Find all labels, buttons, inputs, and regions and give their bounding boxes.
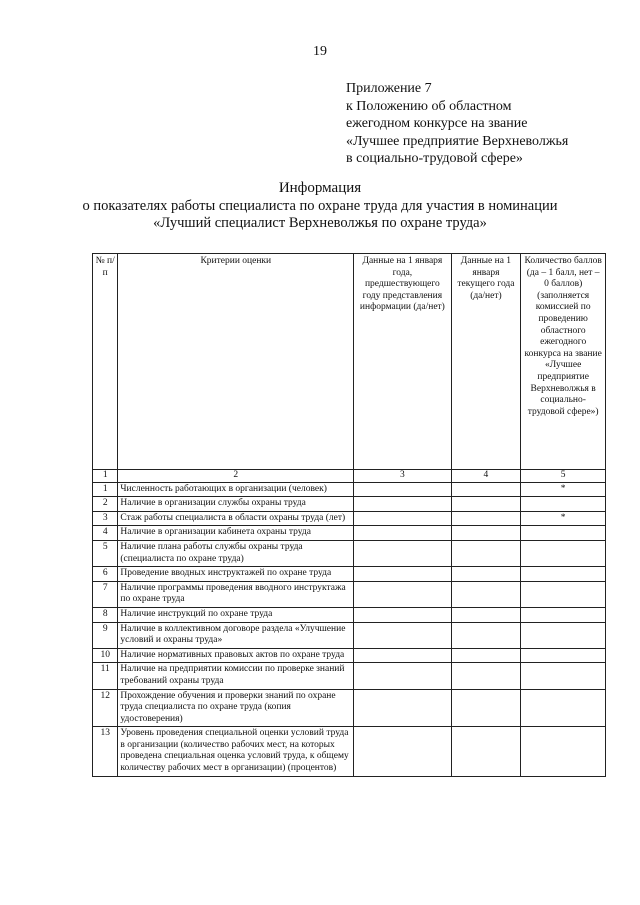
appendix-reference bbox=[346, 80, 626, 168]
row-prev-year-cell[interactable] bbox=[354, 511, 451, 526]
table-row bbox=[93, 689, 606, 727]
row-prev-year-cell[interactable] bbox=[354, 689, 451, 727]
row-points bbox=[521, 567, 606, 582]
column-number: 4 bbox=[451, 470, 521, 483]
row-criteria: Проведение вводных инструктажей по охране труда bbox=[118, 567, 354, 582]
appendix-line: к Положению об областном bbox=[346, 98, 512, 114]
column-number: 2 bbox=[118, 470, 354, 483]
row-num: 3 bbox=[93, 511, 118, 526]
appendix-line: ежегодном конкурсе на звание bbox=[346, 116, 528, 131]
row-criteria: Наличие на предприятии комиссии по проверке знаний требований охраны труда bbox=[118, 663, 354, 689]
row-prev-year-cell[interactable] bbox=[354, 607, 451, 622]
row-prev-year-cell[interactable] bbox=[354, 727, 451, 776]
title-nomination: «Лучший специалист Верхневолжья по охране труда» bbox=[153, 215, 487, 231]
row-num: 8 bbox=[93, 607, 118, 622]
row-criteria: Численность работающих в организации (человек) bbox=[118, 482, 354, 497]
document-title bbox=[0, 180, 640, 232]
row-num: 13 bbox=[93, 727, 118, 776]
row-prev-year-cell[interactable] bbox=[354, 581, 451, 607]
table-row bbox=[93, 567, 606, 582]
row-criteria: Наличие в организации службы охраны труда bbox=[118, 497, 354, 512]
row-points bbox=[521, 663, 606, 689]
row-prev-year-cell[interactable] bbox=[354, 567, 451, 582]
row-current-year-cell[interactable] bbox=[451, 727, 521, 776]
title-heading: Информация bbox=[278, 180, 362, 196]
row-num: 12 bbox=[93, 689, 118, 727]
header-points: Количество баллов (да – 1 балл, нет – 0 баллов) (заполняется комиссией по проведению областного ежегодного конкурса на звание «Лучшее предприятие Верхневолжья в социально-трудовой сфере») bbox=[521, 254, 606, 470]
row-points bbox=[521, 607, 606, 622]
indicators-table bbox=[92, 253, 606, 777]
row-points bbox=[521, 540, 606, 566]
row-criteria: Наличие нормативных правовых актов по охране труда bbox=[118, 648, 354, 663]
table-row bbox=[93, 727, 606, 776]
row-points bbox=[521, 689, 606, 727]
row-points bbox=[521, 648, 606, 663]
row-points bbox=[521, 727, 606, 776]
column-number: 1 bbox=[93, 470, 118, 483]
row-current-year-cell[interactable] bbox=[451, 581, 521, 607]
header-prev-year: Данные на 1 января года, предшествующего году представления информации (да/нет) bbox=[354, 254, 451, 470]
row-current-year-cell[interactable] bbox=[451, 648, 521, 663]
row-prev-year-cell[interactable] bbox=[354, 526, 451, 541]
table-row bbox=[93, 526, 606, 541]
row-num: 11 bbox=[93, 663, 118, 689]
row-current-year-cell[interactable] bbox=[451, 689, 521, 727]
table-row bbox=[93, 648, 606, 663]
row-points: * bbox=[521, 511, 606, 526]
row-criteria: Уровень проведения специальной оценки условий труда в организации (количество рабочих мест, на которых проведена специальная оценка условий труда, к общему количеству рабочих мест в организации) (процентов) bbox=[118, 727, 354, 776]
row-points bbox=[521, 581, 606, 607]
row-prev-year-cell[interactable] bbox=[354, 648, 451, 663]
row-current-year-cell[interactable] bbox=[451, 622, 521, 648]
row-points bbox=[521, 622, 606, 648]
table-row bbox=[93, 482, 606, 497]
header-current-year: Данные на 1 января текущего года (да/нет) bbox=[451, 254, 521, 470]
row-current-year-cell[interactable] bbox=[451, 526, 521, 541]
row-num: 6 bbox=[93, 567, 118, 582]
row-criteria: Наличие программы проведения вводного инструктажа по охране труда bbox=[118, 581, 354, 607]
header-num: № п/п bbox=[93, 254, 118, 470]
appendix-line: Приложение 7 bbox=[346, 81, 432, 96]
row-num: 7 bbox=[93, 581, 118, 607]
row-current-year-cell[interactable] bbox=[451, 663, 521, 689]
row-prev-year-cell[interactable] bbox=[354, 497, 451, 512]
row-prev-year-cell[interactable] bbox=[354, 540, 451, 566]
row-points bbox=[521, 497, 606, 512]
row-current-year-cell[interactable] bbox=[451, 482, 521, 497]
row-current-year-cell[interactable] bbox=[451, 511, 521, 526]
table-row bbox=[93, 622, 606, 648]
row-prev-year-cell[interactable] bbox=[354, 482, 451, 497]
row-num: 4 bbox=[93, 526, 118, 541]
row-prev-year-cell[interactable] bbox=[354, 622, 451, 648]
appendix-line: в социально-трудовой сфере» bbox=[346, 151, 523, 166]
row-current-year-cell[interactable] bbox=[451, 607, 521, 622]
table-row bbox=[93, 540, 606, 566]
title-subheading: о показателях работы специалиста по охране труда для участия в номинации bbox=[82, 198, 558, 214]
header-criteria: Критерии оценки bbox=[118, 254, 354, 470]
row-num: 9 bbox=[93, 622, 118, 648]
table-row bbox=[93, 663, 606, 689]
table-row bbox=[93, 511, 606, 526]
row-points: * bbox=[521, 482, 606, 497]
row-criteria: Наличие в коллективном договоре раздела «Улучшение условий и охраны труда» bbox=[118, 622, 354, 648]
row-current-year-cell[interactable] bbox=[451, 567, 521, 582]
row-criteria: Наличие инструкций по охране труда bbox=[118, 607, 354, 622]
page-number: 19 bbox=[313, 44, 327, 59]
table-row bbox=[93, 581, 606, 607]
row-criteria: Стаж работы специалиста в области охраны труда (лет) bbox=[118, 511, 354, 526]
row-points bbox=[521, 526, 606, 541]
row-num: 10 bbox=[93, 648, 118, 663]
row-current-year-cell[interactable] bbox=[451, 497, 521, 512]
row-prev-year-cell[interactable] bbox=[354, 663, 451, 689]
table-row bbox=[93, 497, 606, 512]
row-num: 1 bbox=[93, 482, 118, 497]
row-criteria: Наличие в организации кабинета охраны труда bbox=[118, 526, 354, 541]
column-number: 3 bbox=[354, 470, 451, 483]
appendix-line: «Лучшее предприятие Верхневолжья bbox=[346, 133, 569, 149]
row-criteria: Наличие плана работы службы охраны труда (специалиста по охране труда) bbox=[118, 540, 354, 566]
table-header-row bbox=[93, 254, 606, 470]
row-current-year-cell[interactable] bbox=[451, 540, 521, 566]
row-num: 2 bbox=[93, 497, 118, 512]
row-num: 5 bbox=[93, 540, 118, 566]
row-criteria: Прохождение обучения и проверки знаний по охране труда специалиста по охране труда (копия удостоверения) bbox=[118, 689, 354, 727]
table-row bbox=[93, 607, 606, 622]
column-number-row bbox=[93, 470, 606, 483]
column-number: 5 bbox=[521, 470, 606, 483]
